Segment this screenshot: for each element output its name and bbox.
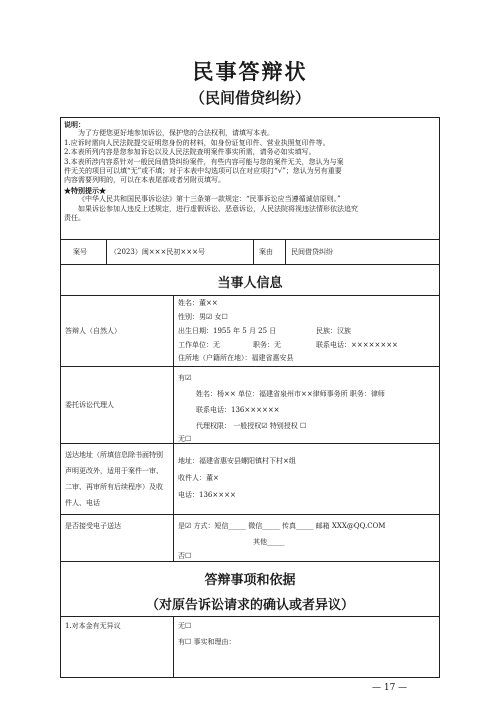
special-notice-heading: ★特别提示★ bbox=[64, 185, 106, 195]
cause-value[interactable]: 民间借贷纠纷 bbox=[291, 248, 333, 256]
agent-has-checkbox[interactable]: 有☑ bbox=[178, 374, 192, 382]
divider bbox=[60, 561, 440, 562]
service-label-line: 件人、电话 bbox=[65, 499, 100, 507]
instructions-heading: 说明： bbox=[64, 120, 85, 129]
page-number: — 17 — bbox=[372, 683, 408, 693]
item1-has-checkbox[interactable]: 有☐ 事实和理由： bbox=[178, 638, 236, 646]
service-recipient[interactable]: 收件人：董× bbox=[178, 474, 219, 482]
agent-label: 委托诉讼代理人 bbox=[65, 401, 114, 409]
divider bbox=[60, 443, 440, 444]
service-label-line: 送达地址（所填信息除书面特别 bbox=[65, 451, 163, 459]
instruction-line: 1.应诉时需向人民法院提交证明您身份的材料，如身份证复印件、营业执照复印件等。 bbox=[64, 138, 330, 147]
instruction-line: 3.本表所涉内容系针对一般民间借贷纠纷案件，有些内容可能与您的案件无关，您认为与案 bbox=[64, 157, 344, 166]
respondent-phone[interactable]: 联系电话：×××××××× bbox=[316, 341, 398, 349]
agent-phone[interactable]: 联系电话：136×××××× bbox=[196, 406, 280, 414]
divider bbox=[253, 239, 254, 264]
service-phone[interactable]: 电话：136×××× bbox=[178, 491, 236, 499]
case-number-label: 案号 bbox=[73, 248, 87, 256]
divider bbox=[60, 366, 440, 367]
respondent-birth-date[interactable]: 出生日期：1955 年 5 月 25 日 bbox=[178, 327, 277, 335]
divider bbox=[173, 616, 174, 678]
instruction-line: 2.本表所列内容是您参加诉讼以及人民法院查明案件事实所需，请务必如实填写。 bbox=[64, 148, 316, 157]
case-number-value[interactable]: （2023）闽×××民初×××号 bbox=[110, 248, 206, 256]
agent-none-checkbox[interactable]: 无☐ bbox=[178, 435, 192, 443]
divider bbox=[173, 295, 174, 561]
instructions-block bbox=[64, 120, 436, 223]
service-address[interactable]: 地址：福建省惠安县螺阳镇村下村×组 bbox=[178, 457, 296, 465]
defense-subheading: （对原告诉讼请求的确认或者异议） bbox=[145, 598, 354, 613]
service-label-line: 二审、再审所有后续程序）及收 bbox=[65, 483, 163, 491]
agent-details[interactable]: 姓名：杨×× 单位：福建省泉州市××律师事务所 职务：律师 bbox=[196, 390, 385, 398]
electronic-service-yes[interactable]: 是☑ 方式：短信_____ 微信_____ 传真_____ 邮箱 XXX@QQ.COM bbox=[178, 522, 386, 530]
respondent-position[interactable]: 职务：无 bbox=[253, 341, 281, 349]
divider bbox=[60, 514, 440, 515]
divider bbox=[60, 295, 440, 296]
cause-label: 案由 bbox=[259, 248, 273, 256]
instruction-line: 内容需要列明的，可以在本表尾部或者另附页填写。 bbox=[64, 176, 225, 185]
item1-label: 1.对本金有无异议 bbox=[65, 622, 121, 630]
document-title: 民事答辩状 bbox=[192, 59, 308, 84]
divider bbox=[60, 239, 440, 240]
electronic-service-no[interactable]: 否☐ bbox=[178, 552, 192, 560]
special-notice-line: 《中华人民共和国民事诉讼法》第十三条第一款规定：“民事诉讼应当遵循诚信原则。” bbox=[78, 195, 341, 204]
divider bbox=[60, 616, 440, 617]
electronic-service-other[interactable]: 其他_____ bbox=[253, 538, 285, 546]
divider bbox=[106, 239, 107, 264]
respondent-domicile[interactable]: 住所地（户籍所在地）：福建省惠安县 bbox=[178, 354, 294, 362]
document-subtitle: （民间借贷纠纷） bbox=[189, 89, 310, 107]
respondent-ethnicity[interactable]: 民族：汉族 bbox=[316, 327, 351, 335]
agent-authority[interactable]: 代理权限： 一般授权☑ 特别授权 ☐ bbox=[196, 422, 307, 430]
respondent-gender[interactable]: 性别：男☑ 女☐ bbox=[178, 313, 228, 321]
service-label-line: 声明更改外，适用于案件一审、 bbox=[65, 467, 163, 475]
instruction-line: 件无关的项目可以填“无”或不填；对于本表中勾选项可以在对应项打“√”；您认为另有重要 bbox=[64, 167, 342, 176]
defense-heading: 答辩事项和依据 bbox=[204, 573, 296, 588]
respondent-label: 答辩人（自然人） bbox=[65, 327, 121, 335]
special-notice-line: 责任。 bbox=[64, 214, 85, 223]
party-info-heading: 当事人信息 bbox=[217, 276, 283, 291]
respondent-work-unit[interactable]: 工作单位：无 bbox=[178, 341, 220, 349]
item1-none-checkbox[interactable]: 无☐ bbox=[178, 622, 192, 630]
electronic-service-label: 是否接受电子送达 bbox=[65, 522, 121, 530]
special-notice-line: 如果诉讼参加人违反上述规定，进行虚假诉讼、恶意诉讼，人民法院将视违法情形依法追究 bbox=[78, 204, 358, 213]
instruction-line: 为了方便您更好地参加诉讼，保护您的合法权利，请填写本表。 bbox=[78, 129, 274, 138]
divider bbox=[285, 239, 286, 264]
divider bbox=[60, 264, 440, 265]
respondent-name[interactable]: 姓名：董×× bbox=[178, 299, 218, 307]
